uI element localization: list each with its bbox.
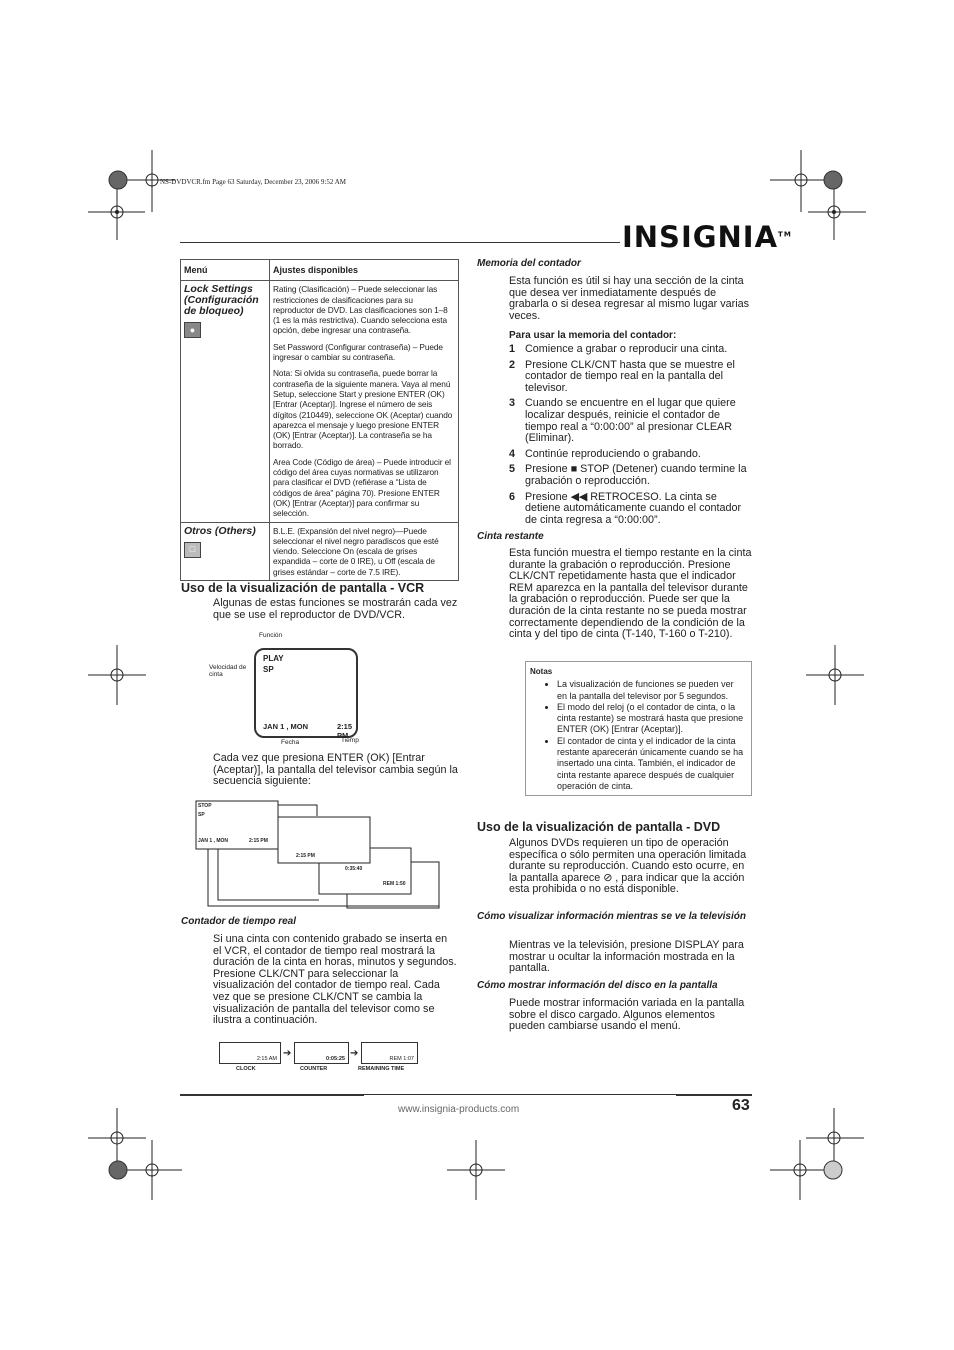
arrow-right-icon: ➔ — [350, 1048, 359, 1059]
remaining-label: REMAINING TIME — [358, 1066, 405, 1072]
entry-set-password: Set Password (Configurar contraseña) – Puede ingresar o cambiar su contraseña. — [273, 341, 443, 363]
label-fecha: Fecha — [281, 739, 300, 746]
cinta-text: Esta función muestra el tiempo restante en la cinta durante la grabación o reproducción. Presione CLK/CNT repetidamente hasta que el indicador REM aparezca en la pantalla del televisor durante la grabación o reproducción. Puede ser que la duración de la cinta restante no se pueda mostrar correctamente dependiendo de la condición de la cinta y del tipo de cinta (T-140, T-160 o T-210). — [509, 547, 752, 641]
arrow-right-icon: ➔ — [283, 1048, 292, 1059]
sequence-diagram — [193, 800, 443, 910]
col-menu-header: Menú — [181, 260, 270, 281]
osd-time: 2:15 PM — [337, 722, 353, 740]
remaining-value: REM 1:07 — [389, 1056, 414, 1062]
notes-box — [525, 661, 752, 796]
lock-icon: ● — [184, 322, 201, 338]
list-item: • El modo del reloj (o el contador de cinta, o la cinta restante) se mostrará hasta que presione ENTER (OK) [Entrar (Aceptar)]. — [557, 702, 745, 736]
seq-stop: STOP — [198, 803, 212, 809]
file-note: NS-DVDVCR.fm Page 63 Saturday, December 23, 2006 9:52 AM — [160, 178, 346, 186]
table-row — [181, 281, 459, 522]
counter-box — [294, 1042, 349, 1064]
sequence-intro: Cada vez que presiona ENTER (OK) [Entrar (Aceptar)], la pantalla del televisor cambia según la secuencia siguiente: — [213, 752, 458, 788]
como-disco-heading: Cómo mostrar información del disco en la pantalla — [477, 980, 718, 991]
dvd-text: Algunos DVDs requieren un tipo de operación específica o sólo permiten una operación limitada durante su reproducción. Cuando esto ocurre, en la pantalla aparece ⊘ , para indicar que la acción esta prohibida o no está disponible. — [509, 837, 747, 896]
osd-screen — [254, 648, 358, 738]
list-item: 5 Presione ■ STOP (Detener) cuando termine la grabación o reproducción. — [509, 463, 747, 487]
steps-list — [509, 344, 753, 530]
vcr-heading: Uso de la visualización de pantalla - VCR — [181, 581, 425, 595]
seq-sp: SP — [198, 812, 205, 818]
counter-value: 0:05:25 — [326, 1056, 345, 1062]
counter-text: Si una cinta con contenido grabado se inserta en el VCR, el contador de tiempo real mostrará la duración de la cinta en horas, minutos y segundos. Presione CLK/CNT para seleccionar la visualización del contador de tiempo real. Cada vez que se presione CLK/CNT se cambia la visualización de pantalla del televisor como se ilustra a continuación. — [213, 933, 457, 1027]
entry-area-code: Area Code (Código de área) – Puede introducir el código del área cuyas normativas se utilizaron para clasificar el DVD (refiérase a “Lista de códigos de área” página 70). Presione ENTER (OK) [Entrar (Aceptar)] para confirmar su selección. — [273, 456, 451, 519]
seq-counter: 0:35:40 — [345, 866, 363, 872]
memoria-text: Esta función es útil si hay una sección de la cinta que desea ver inmediatamente después de grabarla o si desea regresar al mismo lugar varias veces. — [509, 275, 750, 322]
footer-url[interactable]: www.insignia-products.com — [398, 1104, 520, 1115]
como-ver-heading: Cómo visualizar información mientras se ve la televisión — [477, 911, 746, 922]
footer-rule-accent-right — [676, 1094, 752, 1096]
col-settings-header: Ajustes disponibles — [270, 260, 459, 281]
dvd-heading: Uso de la visualización de pantalla - DVD — [477, 820, 721, 834]
osd-line2: SP — [263, 665, 274, 674]
counter-label: COUNTER — [300, 1066, 328, 1072]
counter-heading: Contador de tiempo real — [181, 916, 297, 927]
footer-rule-accent-left — [180, 1094, 364, 1096]
brand-logo: INSIGNIA™ — [622, 220, 792, 254]
remaining-box — [361, 1042, 418, 1064]
entry-ble: B.L.E. (Expansión del nivel negro)—Puede seleccionar el nivel negro paradiscos que esté viendo. Seleccione On (escala de grises expandida – corte de 0 IRE), u Off (escala de grises estándar – corte de 7.5 IRE). — [273, 525, 439, 577]
para-usar-label: Para usar la memoria del contador: — [509, 330, 677, 341]
seq-time-1: 2:15 PM — [249, 838, 268, 844]
clock-value: 2:15 AM — [256, 1056, 277, 1062]
entry-note: Nota: Si olvida su contraseña, puede borrar la contraseña de la siguiente manera. Vaya al menú Setup, seleccione Start y presione ENTER (OK) [Entrar (Aceptar)]. Ingrese el número de seis dígitos (210449), seleccione OK (Aceptar) cuando aparezca el mensaje y luego presione ENTER (OK) [Entrar (Aceptar)]. La contraseña se ha borrado. — [273, 368, 453, 451]
memoria-heading: Memoria del contador — [477, 258, 581, 269]
page-number: 63 — [732, 1097, 750, 1114]
menu-name-lock: Lock Settings (Configuración de bloqueo) — [184, 283, 259, 318]
cinta-heading: Cinta restante — [477, 531, 544, 542]
osd-date: JAN 1 , MON — [263, 722, 309, 731]
label-funcion: Función — [259, 632, 283, 639]
list-item: 4 Continúe reproduciendo o grabando. — [509, 447, 701, 460]
list-item: • La visualización de funciones se pueden ver en la pantalla del televisor por 5 segundos. — [557, 679, 745, 702]
clock-box — [219, 1042, 281, 1064]
como-disco-text: Puede mostrar información variada en la pantalla sobre el disco cargado. Algunos elementos pueden cambiarse usando el menú. — [509, 997, 745, 1033]
seq-time-2: 2:15 PM — [296, 853, 315, 859]
list-item: • El contador de cinta y el indicador de la cinta restante aparecerán únicamente cuando se ha insertado una cinta. También, el indicador de cinta restante aparece después de cualquier operación de cinta. — [557, 736, 745, 792]
osd-line1: PLAY — [263, 654, 284, 663]
menu-settings-table — [180, 259, 459, 581]
table-row — [181, 522, 459, 580]
clock-label: CLOCK — [236, 1066, 256, 1072]
vcr-intro: Algunas de estas funciones se mostrarán cada vez que se use el reproductor de DVD/VCR. — [213, 597, 458, 621]
list-item: 3 Cuando se encuentre en el lugar que quiere localizar después, reinicie el contador de tiempo real a “0:00:00” al presionar CLEAR (Eliminar). — [509, 397, 736, 445]
list-item: 2 Presione CLK/CNT hasta que se muestre el contador de tiempo real en la pantalla del televisor. — [509, 358, 735, 394]
seq-date: JAN 1 , MON — [198, 838, 229, 844]
label-velocidad: Velocidad de cinta — [209, 664, 247, 678]
others-icon: □ — [184, 542, 201, 558]
list-item: 6 Presione ◀◀ RETROCESO. La cinta se detiene automáticamente cuando el contador de cinta regresa a “0:00:00”. — [509, 490, 742, 526]
list-item: 1 Comience a grabar o reproducir una cinta. — [509, 343, 728, 355]
label-tiempo: Tiemp — [341, 737, 359, 744]
header-rule — [180, 242, 620, 243]
seq-rem: REM 1:50 — [383, 881, 406, 887]
entry-rating: Rating (Clasificación) – Puede seleccionar las restricciones de clasificaciones para su reproductor de DVD. Las clasificaciones son 1–8 (1 es la más restrictiva). Cuando selecciona esta opción, debe ingresar una contraseña. — [273, 284, 448, 336]
notes-title: Notas — [530, 667, 553, 676]
como-ver-text: Mientras ve la televisión, presione DISPLAY para mostrar u ocultar la información mostrada en la pantalla. — [509, 939, 744, 975]
menu-name-others: Otros (Others) — [184, 524, 256, 537]
